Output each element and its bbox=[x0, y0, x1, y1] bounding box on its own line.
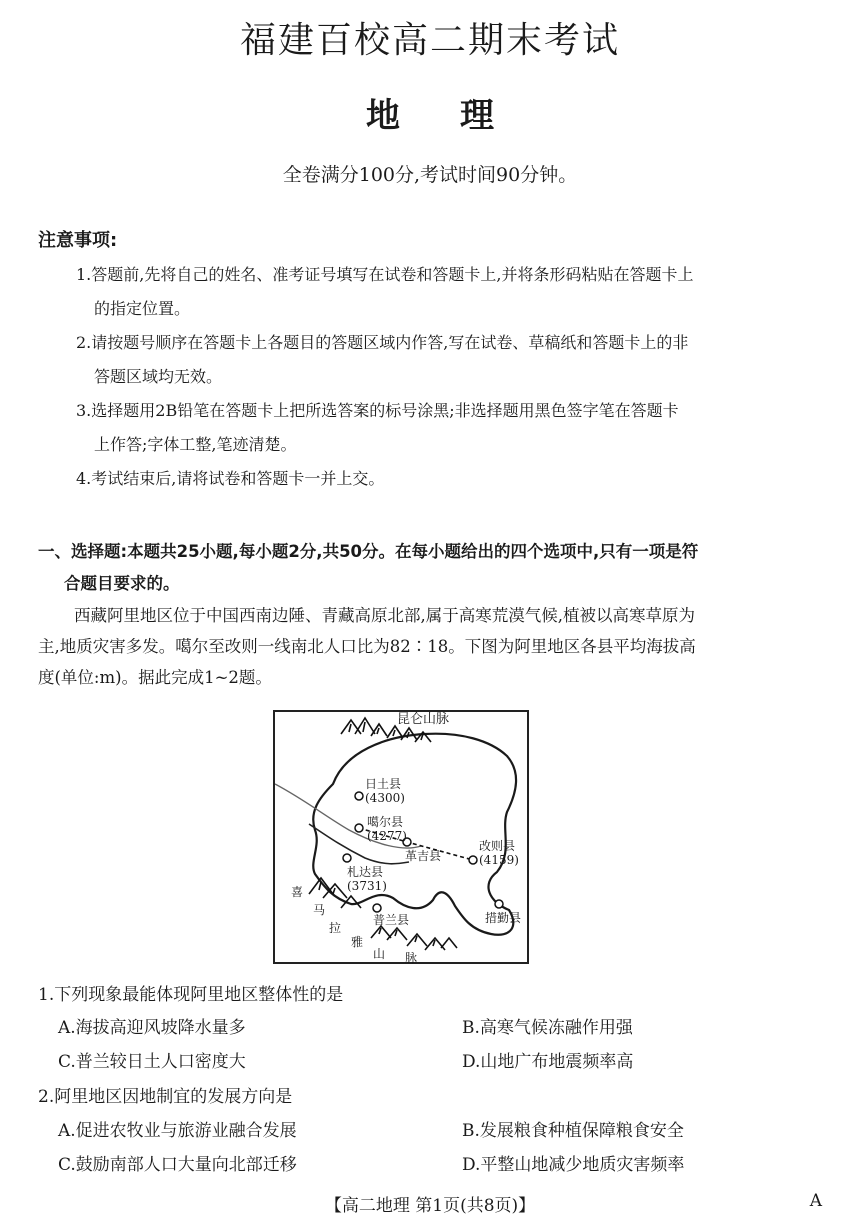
himalaya-char-6: 脉 bbox=[405, 951, 418, 965]
question-1-option-a: A.海拔高迎风坡降水量多 bbox=[58, 1018, 246, 1038]
notice-item-2 bbox=[76, 326, 828, 394]
ali-map bbox=[273, 710, 529, 964]
section-heading-line2: 合题目要求的。 bbox=[64, 574, 180, 593]
exam-title: 福建百校高二期末考试 bbox=[239, 20, 620, 61]
question-1-stem: 1.下列现象最能体现阿里地区整体性的是 bbox=[38, 985, 344, 1005]
zhada-point bbox=[343, 854, 351, 862]
full-mark-note: 全卷满分100分,考试时间90分钟。 bbox=[282, 164, 578, 186]
notice-item-text: 3.选择题用2B铅笔在答题卡上把所选答案的标号涂黑;非选择题用黑色签字笔在答题卡 bbox=[76, 401, 679, 420]
notice-item-cont: 答题区域均无效。 bbox=[94, 367, 223, 386]
question-2-option-d: D.平整山地减少地质灾害频率 bbox=[462, 1155, 685, 1175]
subject-char-1: 地 bbox=[366, 96, 400, 136]
notice-item-cont: 上作答;字体工整,笔迹清楚。 bbox=[94, 435, 297, 454]
notice-item-1 bbox=[76, 258, 828, 326]
zhada-label: 札达县 bbox=[347, 865, 384, 879]
himalaya-char-4: 雅 bbox=[351, 935, 364, 949]
gaize-label: 改则县 bbox=[479, 839, 516, 853]
page-footer: 【高二地理 第1页(共8页)】 bbox=[324, 1196, 536, 1216]
passage-line3: 度(单位:m)。据此完成1~2题。 bbox=[38, 668, 272, 687]
question-2-option-b: B.发展粮食种植保障粮食安全 bbox=[462, 1121, 684, 1141]
gaer-point bbox=[355, 824, 363, 832]
notice-item-text: 4.考试结束后,请将试卷和答题卡一并上交。 bbox=[76, 469, 385, 488]
zhada-altitude: (3731) bbox=[347, 879, 387, 893]
gaize-altitude: (4159) bbox=[479, 853, 519, 867]
question-2-option-a: A.促进农牧业与旅游业融合发展 bbox=[58, 1121, 297, 1141]
kunlun-label: 昆仑山脉 bbox=[397, 712, 450, 727]
ritu-label: 日土县 bbox=[365, 777, 402, 791]
ritu-altitude: (4300) bbox=[365, 791, 405, 805]
question-1-option-b: B.高寒气候冻融作用强 bbox=[462, 1018, 633, 1038]
ritu-point bbox=[355, 792, 363, 800]
passage bbox=[38, 600, 828, 693]
gaer-label: 噶尔县 bbox=[367, 815, 404, 829]
paper-version: A bbox=[809, 1191, 822, 1211]
passage-line2: 主,地质灾害多发。噶尔至改则一线南北人口比为82∶18。下图为阿里地区各县平均海拔高 bbox=[38, 637, 696, 656]
geji-label: 革吉县 bbox=[405, 849, 442, 863]
himalaya-char-5: 山 bbox=[373, 947, 386, 961]
question-2-option-c: C.鼓励南部人口大量向北部迁移 bbox=[58, 1155, 297, 1175]
pulan-label: 普兰县 bbox=[373, 913, 410, 927]
notice-item-text: 2.请按题号顺序在答题卡上各题目的答题区域内作答,写在试卷、草稿纸和答题卡上的非 bbox=[76, 333, 689, 352]
subject-char-2: 理 bbox=[460, 96, 494, 136]
notice-item-text: 1.答题前,先将自己的姓名、准考证号填写在试卷和答题卡上,并将条形码粘贴在答题卡上 bbox=[76, 265, 694, 284]
himalaya-char-2: 马 bbox=[313, 903, 326, 917]
section-heading-line1: 一、选择题:本题共25小题,每小题2分,共50分。在每小题给出的四个选项中,只有一项是符 bbox=[38, 542, 699, 561]
question-1-option-c: C.普兰较日土人口密度大 bbox=[58, 1052, 246, 1072]
gaize-point bbox=[469, 856, 477, 864]
notice-item-cont: 的指定位置。 bbox=[94, 299, 191, 318]
gaer-altitude: (4277) bbox=[367, 829, 407, 843]
passage-line1: 西藏阿里地区位于中国西南边陲、青藏高原北部,属于高寒荒漠气候,植被以高寒草原为 bbox=[74, 606, 695, 625]
section-heading bbox=[38, 536, 828, 600]
notice-item-3 bbox=[76, 394, 828, 462]
himalaya-char-3: 拉 bbox=[329, 921, 342, 935]
notice-heading: 注意事项: bbox=[38, 230, 118, 251]
pulan-point bbox=[373, 904, 381, 912]
notice-item-4 bbox=[76, 462, 828, 496]
question-1-option-d: D.山地广布地震频率高 bbox=[462, 1052, 634, 1072]
question-2-stem: 2.阿里地区因地制宜的发展方向是 bbox=[38, 1087, 293, 1107]
cuoqin-point bbox=[495, 900, 503, 908]
subject-title bbox=[0, 88, 860, 137]
himalaya-char-1: 喜 bbox=[291, 885, 304, 899]
cuoqin-label: 措勤县 bbox=[485, 911, 522, 925]
